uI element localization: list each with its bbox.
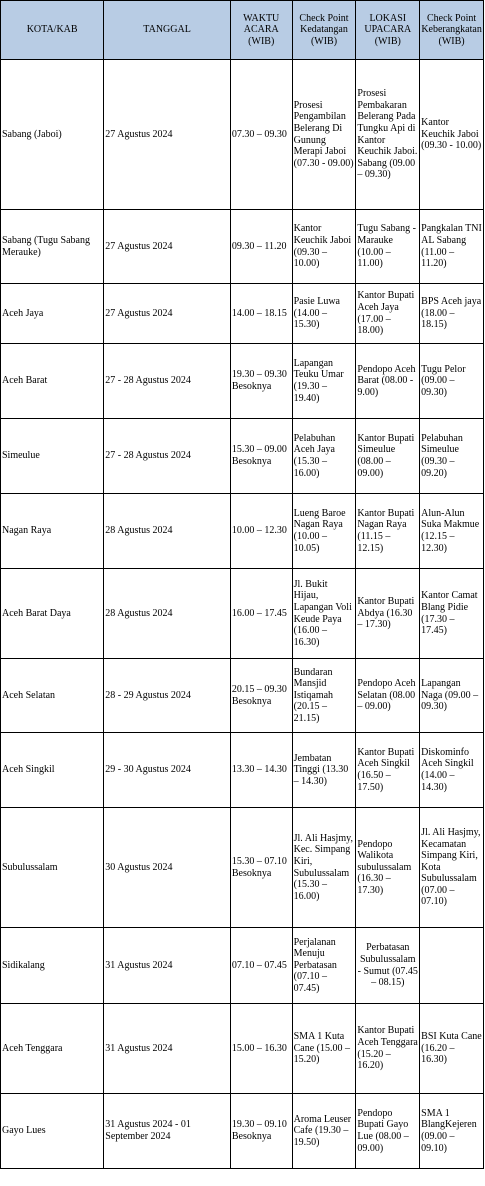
table-row (1, 569, 484, 659)
cell-lokasi: Kantor Bupati Abdya (16.30 – 17.30) (356, 569, 420, 659)
cell-cp-kedatangan: Bundaran Mansjid Istiqamah (20.15 – 21.15) (292, 659, 356, 733)
cell-kota: Aceh Barat Daya (1, 569, 104, 659)
cell-kota: Subulussalam (1, 808, 104, 928)
cell-tanggal: 28 Agustus 2024 (104, 494, 231, 569)
cell-lokasi: Kantor Bupati Aceh Singkil (16.50 – 17.50) (356, 733, 420, 808)
cell-kota: Nagan Raya (1, 494, 104, 569)
cell-cp-keberangkatan: Alun-Alun Suka Makmue (12.15 – 12.30) (420, 494, 484, 569)
header-lokasi: LOKASI UPACARA (WIB) (356, 1, 420, 60)
cell-cp-keberangkatan: SMA 1 BlangKejeren (09.00 – 09.10) (420, 1094, 484, 1169)
cell-lokasi: Perbatasan Subulussalam - Sumut (07.45 – 08.15) (356, 928, 420, 1004)
cell-cp-kedatangan: Jl. Bukit Hijau, Lapangan Voli Keude Paya (16.00 – 16.30) (292, 569, 356, 659)
cell-cp-kedatangan: Aroma Leuser Cafe (19.30 – 19.50) (292, 1094, 356, 1169)
cell-cp-keberangkatan: Kantor Keuchik Jaboi (09.30 - 10.00) (420, 60, 484, 210)
table-row (1, 419, 484, 494)
cell-kota: Aceh Jaya (1, 284, 104, 344)
cell-cp-kedatangan: Pelabuhan Aceh Jaya (15.30 – 16.00) (292, 419, 356, 494)
cell-waktu: 15.00 – 16.30 (230, 1004, 292, 1094)
header-kota: KOTA/KAB (1, 1, 104, 60)
cell-lokasi: Pendopo Aceh Selatan (08.00 – 09.00) (356, 659, 420, 733)
cell-cp-keberangkatan: Jl. Ali Hasjmy, Kecamatan Simpang Kiri, Kota Subulussalam (07.00 – 07.10) (420, 808, 484, 928)
cell-waktu: 07.10 – 07.45 (230, 928, 292, 1004)
cell-cp-keberangkatan: Tugu Pelor (09.00 – 09.30) (420, 344, 484, 419)
cell-waktu: 10.00 – 12.30 (230, 494, 292, 569)
cell-tanggal: 27 - 28 Agustus 2024 (104, 344, 231, 419)
cell-cp-kedatangan: Kantor Keuchik Jaboi (09.30 – 10.00) (292, 210, 356, 284)
cell-kota: Aceh Selatan (1, 659, 104, 733)
cell-cp-kedatangan: Lueng Baroe Nagan Raya (10.00 – 10.05) (292, 494, 356, 569)
cell-cp-kedatangan: Perjalanan Menuju Perbatasan (07.10 – 07.45) (292, 928, 356, 1004)
cell-kota: Aceh Singkil (1, 733, 104, 808)
header-waktu: WAKTU ACARA (WIB) (230, 1, 292, 60)
cell-waktu: 09.30 – 11.20 (230, 210, 292, 284)
cell-cp-keberangkatan: Pelabuhan Simeulue (09.30 – 09.20) (420, 419, 484, 494)
table-row (1, 284, 484, 344)
cell-lokasi: Pendopo Walikota subulussalam (16.30 – 17.30) (356, 808, 420, 928)
cell-waktu: 19.30 – 09.10 Besoknya (230, 1094, 292, 1169)
cell-waktu: 15.30 – 07.10 Besoknya (230, 808, 292, 928)
table-row (1, 344, 484, 419)
cell-waktu: 15.30 – 09.00 Besoknya (230, 419, 292, 494)
cell-cp-keberangkatan: Pangkalan TNI AL Sabang (11.00 – 11.20) (420, 210, 484, 284)
cell-tanggal: 27 Agustus 2024 (104, 284, 231, 344)
cell-lokasi: Kantor Bupati Aceh Jaya (17.00 – 18.00) (356, 284, 420, 344)
cell-tanggal: 29 - 30 Agustus 2024 (104, 733, 231, 808)
cell-waktu: 19.30 – 09.30 Besoknya (230, 344, 292, 419)
table-row (1, 659, 484, 733)
cell-waktu: 20.15 – 09.30 Besoknya (230, 659, 292, 733)
cell-lokasi: Pendopo Bupati Gayo Lue (08.00 – 09.00) (356, 1094, 420, 1169)
cell-cp-kedatangan: Jl. Ali Hasjmy, Kec. Simpang Kiri, Subulussalam (15.30 – 16.00) (292, 808, 356, 928)
cell-tanggal: 31 Agustus 2024 (104, 928, 231, 1004)
cell-cp-keberangkatan: Kantor Camat Blang Pidie (17.30 – 17.45) (420, 569, 484, 659)
cell-kota: Aceh Barat (1, 344, 104, 419)
table-row (1, 210, 484, 284)
cell-kota: Gayo Lues (1, 1094, 104, 1169)
table-row (1, 928, 484, 1004)
cell-tanggal: 28 - 29 Agustus 2024 (104, 659, 231, 733)
cell-kota: Aceh Tenggara (1, 1004, 104, 1094)
table-row (1, 1094, 484, 1169)
table-row (1, 733, 484, 808)
cell-lokasi: Pendopo Aceh Barat (08.00 - 9.00) (356, 344, 420, 419)
cell-tanggal: 31 Agustus 2024 (104, 1004, 231, 1094)
cell-tanggal: 27 Agustus 2024 (104, 60, 231, 210)
table-row (1, 1004, 484, 1094)
cell-waktu: 16.00 – 17.45 (230, 569, 292, 659)
header-cp-keberangkatan: Check Point Keberangkatan (WIB) (420, 1, 484, 60)
cell-kota: Sidikalang (1, 928, 104, 1004)
cell-tanggal: 31 Agustus 2024 - 01 September 2024 (104, 1094, 231, 1169)
cell-cp-keberangkatan: BPS Aceh jaya (18.00 – 18.15) (420, 284, 484, 344)
cell-cp-kedatangan: Lapangan Teuku Umar (19.30 – 19.40) (292, 344, 356, 419)
cell-cp-kedatangan: Jembatan Tinggi (13.30 – 14.30) (292, 733, 356, 808)
cell-kota: Sabang (Tugu Sabang Merauke) (1, 210, 104, 284)
cell-lokasi: Kantor Bupati Simeulue (08.00 – 09.00) (356, 419, 420, 494)
cell-lokasi: Kantor Bupati Aceh Tenggara (15.20 – 16.20) (356, 1004, 420, 1094)
cell-lokasi: Kantor Bupati Nagan Raya (11.15 – 12.15) (356, 494, 420, 569)
table-row (1, 808, 484, 928)
cell-tanggal: 30 Agustus 2024 (104, 808, 231, 928)
header-row (1, 1, 484, 60)
cell-tanggal: 27 - 28 Agustus 2024 (104, 419, 231, 494)
header-tanggal: TANGGAL (104, 1, 231, 60)
table-row (1, 494, 484, 569)
cell-waktu: 14.00 – 18.15 (230, 284, 292, 344)
cell-cp-keberangkatan: Diskominfo Aceh Singkil (14.00 – 14.30) (420, 733, 484, 808)
cell-waktu: 13.30 – 14.30 (230, 733, 292, 808)
cell-cp-keberangkatan: Lapangan Naga (09.00 – 09.30) (420, 659, 484, 733)
cell-cp-keberangkatan (420, 928, 484, 1004)
cell-cp-kedatangan: Prosesi Pengambilan Belerang Di Gunung Merapi Jaboi (07.30 - 09.00) (292, 60, 356, 210)
cell-cp-keberangkatan: BSI Kuta Cane (16.20 – 16.30) (420, 1004, 484, 1094)
cell-kota: Simeulue (1, 419, 104, 494)
cell-lokasi: Tugu Sabang - Marauke (10.00 – 11.00) (356, 210, 420, 284)
table-row (1, 60, 484, 210)
cell-waktu: 07.30 – 09.30 (230, 60, 292, 210)
header-cp-kedatangan: Check Point Kedatangan (WIB) (292, 1, 356, 60)
cell-cp-kedatangan: SMA 1 Kuta Cane (15.00 – 15.20) (292, 1004, 356, 1094)
cell-lokasi: Prosesi Pembakaran Belerang Pada Tungku Api di Kantor Keuchik Jaboi. Sabang (09.00 – 09.30) (356, 60, 420, 210)
cell-cp-kedatangan: Pasie Luwa (14.00 – 15.30) (292, 284, 356, 344)
cell-kota: Sabang (Jaboi) (1, 60, 104, 210)
cell-tanggal: 27 Agustus 2024 (104, 210, 231, 284)
cell-tanggal: 28 Agustus 2024 (104, 569, 231, 659)
